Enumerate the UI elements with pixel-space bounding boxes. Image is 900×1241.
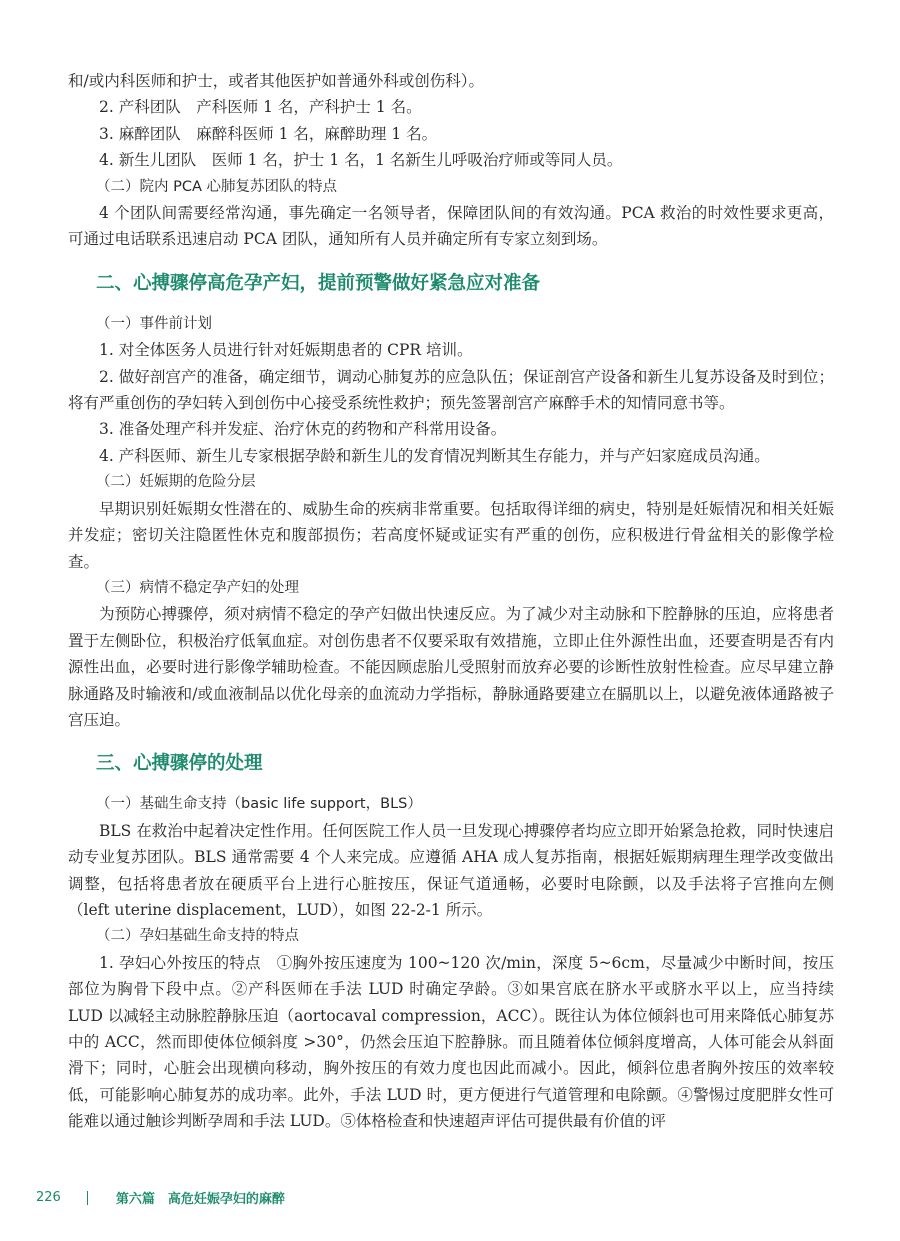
section-heading: 三、心搏骤停的处理 [96,753,263,775]
paragraph: 早期识别妊娠期女性潜在的、威胁生命的疾病非常重要。包括取得详细的病史，特别是妊娠情况和相关妊娠并发症；密切关注隐匿性休克和腹部损伤；若高度怀疑或证实有严重的创伤，应积极进行骨盆相关的影像学检查。 [68,499,834,571]
paragraph: 4 个团队间需要经常沟通，事先确定一名领导者，保障团队间的有效沟通。PCA 救治的时效性要求更高，可通过电话联系迅速启动 PCA 团队，通知所有人员并确定所有专家立刻到场。 [68,204,834,249]
list-item: 3. 准备处理产科并发症、治疗休克的药物和产科常用设备。 [99,420,507,439]
paragraph: 为预防心搏骤停，须对病情不稳定的孕产妇做出快速反应。为了减少对主动脉和下腔静脉的压迫，应将患者置于左侧卧位，积极治疗低氧血症。对创伤患者不仅要采取有效措施，立即止住外源性出血，还要查明是否有内源性出血，必要时进行影像学辅助检查。不能因顾虑胎儿受照射而放弃必要的诊断性放射性检查。应尽早建立静脉通路及时输液和/或血液制品以优化母亲的血流动力学指标，静脉通路要建立在膈肌以上，以避免液体通路被子宫压迫。 [68,605,834,729]
subsection-heading: （二）孕妇基础生命支持的特点 [96,928,299,945]
page-footer [36,1188,285,1207]
subsection-heading: （二）妊娠期的危险分层 [96,474,256,491]
paragraph: BLS 在救治中起着决定性作用。任何医院工作人员一旦发现心搏骤停者均应立即开始紧急抢救，同时快速启动专业复苏团队。BLS 通常需要 4 个人来完成。应遵循 AHA 成人复苏指南，根据妊娠期病理生理学改变做出调整，包括将患者放在硬质平台上进行心脏按压，保证气道通畅，必要时电除颤，以及手法将子宫推向左侧（left uterine displacement，LUD），如图 22-2-1 所示。 [68,821,834,919]
subsection-heading: （二）院内 PCA 心肺复苏团队的特点 [96,178,338,195]
list-item: 4. 新生儿团队 医师 1 名，护士 1 名，1 名新生儿呼吸治疗师或等同人员。 [99,151,623,170]
page-number: 226 [36,1190,61,1205]
list-item: 4. 产科医师、新生儿专家根据孕龄和新生儿的发育情况判断其生存能力，并与产妇家庭成员沟通。 [99,446,770,465]
list-item: 2. 做好剖宫产的准备，确定细节，调动心肺复苏的应急队伍；保证剖宫产设备和新生儿复苏设备及时到位；将有严重创伤的孕妇转入到创伤中心接受系统性救护；预先签署剖宫产麻醉手术的知情同意书等。 [68,367,834,413]
paragraph: 1. 孕妇心外按压的特点 ①胸外按压速度为 100~120 次/min，深度 5~6cm，尽量减少中断时间，按压部位为胸骨下段中点。②产科医师在手法 LUD 时确定孕龄。③如果宫底在脐水平或脐水平以上，应当持续 LUD 以减轻主动脉腔静脉压迫（aortocaval compression，ACC）。既往认为体位倾斜也可用来降低心肺复苏中的 ACC，然而即使体位倾斜度 >30°，仍然会压迫下腔静脉。而且随着体位倾斜度增高，人体可能会从斜面滑下；同时，心脏会出现横向移动，胸外按压的有效力度也因此而减小。因此，倾斜位患者胸外按压的效率较低，可能影响心肺复苏的成功率。此外，手法 LUD 时，更方便进行气道管理和电除颤。④警惕过度肥胖女性可能难以通过触诊判断孕周和手法 LUD。⑤体格检查和快速超声评估可提供最有价值的评 [68,953,834,1131]
footer-divider [87,1191,88,1205]
section-heading: 二、心搏骤停高危孕产妇，提前预警做好紧急应对准备 [96,272,541,294]
paragraph: 和/或内科医师和护士，或者其他医护如普通外科或创伤科）。 [68,72,484,90]
list-item: 3. 麻醉团队 麻醉科医师 1 名，麻醉助理 1 名。 [99,124,438,143]
chapter-title: 第六篇 高危妊娠孕妇的麻醉 [115,1192,285,1207]
subsection-heading: （一）事件前计划 [96,315,212,332]
page-body [68,68,834,1135]
subsection-heading: （一）基础生命支持（basic life support，BLS） [96,796,422,813]
list-item: 2. 产科团队 产科医师 1 名，产科护士 1 名。 [99,98,422,117]
list-item: 1. 对全体医务人员进行针对妊娠期患者的 CPR 培训。 [99,341,473,360]
subsection-heading: （三）病情不稳定孕产妇的处理 [96,579,299,596]
